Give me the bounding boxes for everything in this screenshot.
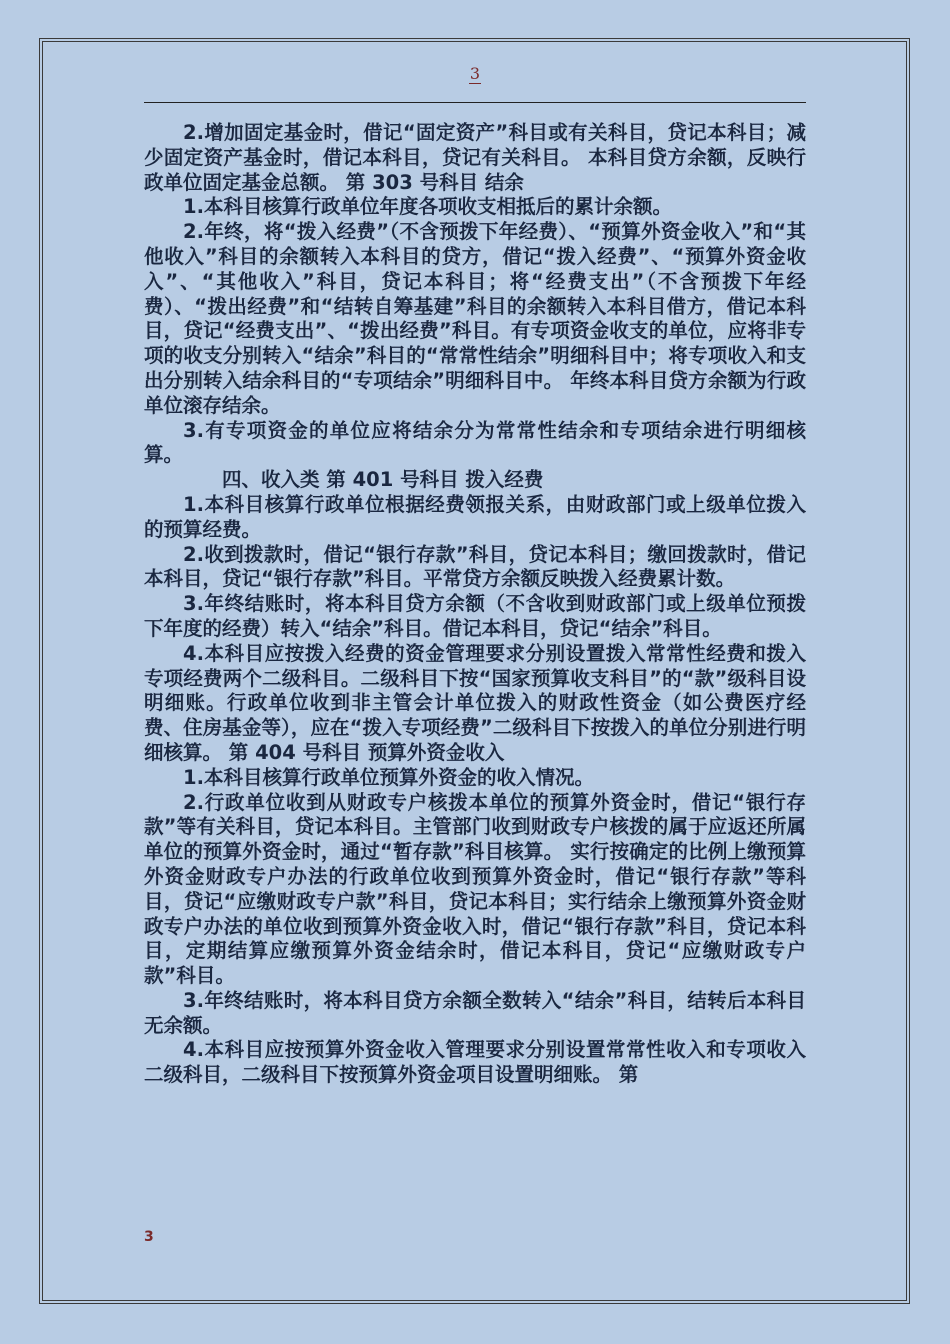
paragraph: 4.本科目应按拨入经费的资金管理要求分别设置拨入常常性经费和拨入专项经费两个二级科目。二级科目下按“国家预算收支科目”的“款”级科目设明细账。行政单位收到非主管会计单位拨入的财政性资金（如公费医疗经费、住房基金等），应在“拨入专项经费”二级科目下按拨入的单位分别进行明细核算。 第 404 号科目 预算外资金收入 (144, 641, 806, 764)
paragraph: 4.本科目应按预算外资金收入管理要求分别设置常常性收入和专项收入二级科目，二级科目下按预算外资金项目设置明细账。 第 (144, 1038, 806, 1087)
paragraph: 3.年终结账时，将本科目贷方余额全数转入“结余”科目，结转后本科目无余额。 (144, 988, 806, 1037)
header-page-number-text: 3 (469, 64, 481, 83)
header-page-number (0, 64, 950, 84)
paragraph: 2.收到拨款时，借记“银行存款”科目，贷记本科目；缴回拨款时，借记本科目，贷记“银行存款”科目。平常贷方余额反映拨入经费累计数。 (144, 542, 806, 591)
paragraph: 1.本科目核算行政单位预算外资金的收入情况。 (183, 765, 594, 789)
paragraph: 四、收入类 第 401 号科目 拨入经费 (222, 468, 544, 492)
paragraph: 3.年终结账时，将本科目贷方余额（不含收到财政部门或上级单位预拨下年度的经费）转入“结余”科目。借记本科目，贷记“结余”科目。 (144, 592, 806, 640)
header-rule (144, 102, 806, 103)
paragraph: 1.本科目核算行政单位根据经费领报关系，由财政部门或上级单位拨入的预算经费。 (144, 492, 806, 541)
paragraph: 1.本科目核算行政单位年度各项收支相抵后的累计余额。 (183, 195, 672, 219)
paragraph: 2.行政单位收到从财政专户核拨本单位的预算外资金时，借记“银行存款”等有关科目，贷记本科目。主管部门收到财政专户核拨的属于应返还所属单位的预算外资金时，通过“暂存款”科目核算。 实行按确定的比例上缴预算外资金财政专户办法的行政单位收到预算外资金时，借记“银行存款”等科目，贷记“应缴财政专户款”科目，贷记本科目；实行结余上缴预算外资金财政专户办法的单位收到预算外资金收入时，借记“银行存款”科目，贷记本科目，定期结算应缴预算外资金结余时，借记本科目，贷记“应缴财政专户款”科目。 (144, 790, 806, 988)
document-body (144, 121, 806, 1088)
footer-page-number: 3 (144, 1229, 154, 1245)
paragraph: 2.年终，将“拨入经费”（不含预拨下年经费）、“预算外资金收入”和“其他收入”科目的余额转入本科目的贷方，借记“拨入经费”、“预算外资金收入”、“其他收入”科目，贷记本科目；将“经费支出”（不含预拨下年经费）、“拨出经费”和“结转自筹基建”科目的余额转入本科目借方，借记本科目，贷记“经费支出”、“拨出经费”科目。有专项资金收支的单位，应将非专项的收支分别转入“结余”科目的“常常性结余”明细科目中；将专项收入和支出分别转入结余科目的“专项结余”明细科目中。 年终本科目贷方余额为行政单位滚存结余。 (144, 220, 806, 417)
paragraph: 2.增加固定基金时，借记“固定资产”科目或有关科目，贷记本科目；减少固定资产基金时，借记本科目，贷记有关科目。 本科目贷方余额，反映行政单位固定基金总额。 第 303 号科目 结余 (144, 121, 806, 194)
paragraph: 3.有专项资金的单位应将结余分为常常性结余和专项结余进行明细核算。 (144, 418, 806, 467)
